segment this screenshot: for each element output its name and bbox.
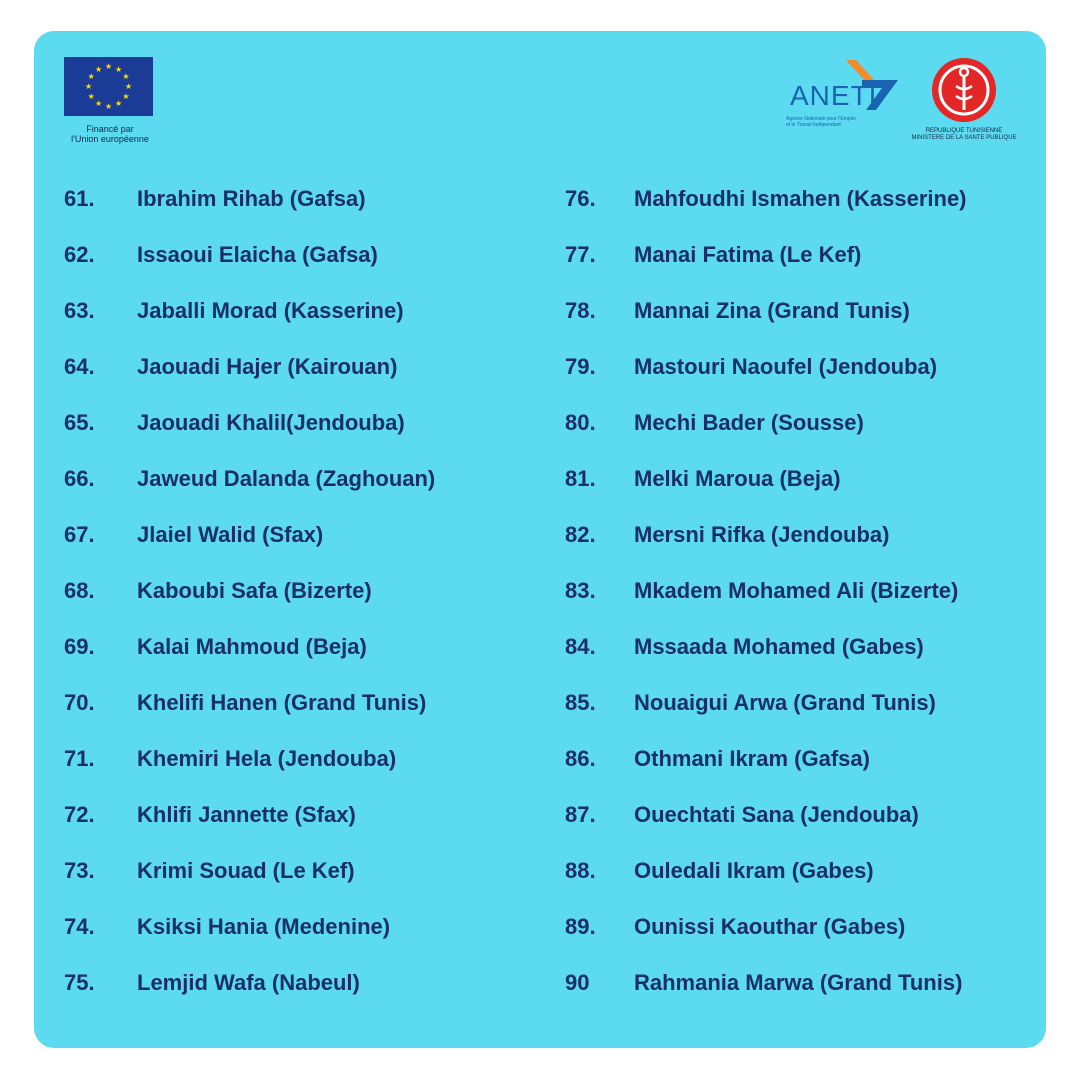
list-item-number: 67. — [64, 522, 95, 547]
eu-star-icon: ★ — [105, 62, 113, 71]
list-item-number: 64. — [64, 354, 95, 379]
list-item-name: Jaballi Morad (Kasserine) — [137, 298, 404, 323]
list-item-name: Kalai Mahmoud (Beja) — [137, 634, 367, 659]
list-item-name: Krimi Souad (Le Kef) — [137, 858, 355, 883]
list-item-name: Mahfoudhi Ismahen (Kasserine) — [634, 186, 967, 211]
list-item-name: Kaboubi Safa (Bizerte) — [137, 578, 372, 603]
list-item-number: 70. — [64, 690, 95, 715]
list-item-name: Ouechtati Sana (Jendouba) — [634, 802, 919, 827]
list-item-name: Mersni Rifka (Jendouba) — [634, 522, 890, 547]
list-item-name: Lemjid Wafa (Nabeul) — [137, 970, 360, 995]
list-item-number: 74. — [64, 914, 95, 939]
list-item-number: 84. — [565, 634, 596, 659]
eu-flag-logo — [64, 57, 153, 116]
eu-funding-caption — [58, 124, 162, 144]
eu-star-icon: ★ — [87, 92, 95, 101]
list-item-number: 71. — [64, 746, 95, 771]
list-item-number: 63. — [64, 298, 95, 323]
eu-caption-line1: Financé par — [86, 124, 134, 134]
list-item-number: 78. — [565, 298, 596, 323]
list-item-name: Jlaiel Walid (Sfax) — [137, 522, 324, 547]
list-item-name: Nouaigui Arwa (Grand Tunis) — [634, 690, 936, 715]
list-item-number: 81. — [565, 466, 596, 491]
list-item-name: Manai Fatima (Le Kef) — [634, 242, 862, 267]
eu-star-icon: ★ — [122, 92, 130, 101]
list-item-number: 79. — [565, 354, 596, 379]
eu-star-icon: ★ — [115, 64, 123, 74]
eu-star-icon: ★ — [87, 72, 95, 81]
eu-star-icon: ★ — [115, 99, 123, 109]
list-item-name: Mssaada Mohamed (Gabes) — [634, 634, 924, 659]
list-item-name: Mannai Zina (Grand Tunis) — [634, 298, 910, 323]
list-item-name: Ibrahim Rihab (Gafsa) — [137, 186, 366, 211]
list-item-number: 61. — [64, 186, 95, 211]
list-item-number: 90 — [565, 970, 590, 995]
list-item-number: 82. — [565, 522, 596, 547]
list-item-number: 75. — [64, 970, 95, 995]
list-item-name: Melki Maroua (Beja) — [634, 466, 841, 491]
list-item-number: 77. — [565, 242, 596, 267]
list-item-name: Khelifi Hanen (Grand Tunis) — [137, 690, 427, 715]
list-item-number: 69. — [64, 634, 95, 659]
list-item-number: 87. — [565, 802, 596, 827]
list-item-name: Mkadem Mohamed Ali (Bizerte) — [634, 578, 959, 603]
list-item-number: 65. — [64, 410, 95, 435]
list-item-name: Khlifi Jannette (Sfax) — [137, 802, 356, 827]
list-item-name: Othmani Ikram (Gafsa) — [634, 746, 870, 771]
list-item-name: Jaouadi Khalil(Jendouba) — [137, 410, 405, 435]
list-item-number: 73. — [64, 858, 95, 883]
eu-star-icon: ★ — [95, 99, 103, 109]
list-item-name: Ounissi Kaouthar (Gabes) — [634, 914, 906, 939]
ministry-caption — [910, 128, 1018, 142]
list-item-name: Issaoui Elaicha (Gafsa) — [137, 242, 378, 267]
list-item-number: 76. — [565, 186, 596, 211]
list-item-name: Rahmania Marwa (Grand Tunis) — [634, 970, 963, 995]
list-item-name: Ouledali Ikram (Gabes) — [634, 858, 874, 883]
list-item-number: 80. — [565, 410, 596, 435]
list-item-number: 66. — [64, 466, 95, 491]
eu-caption-line2: l'Union européenne — [71, 134, 149, 144]
list-item-name: Mechi Bader (Sousse) — [634, 410, 864, 435]
list-item-number: 83. — [565, 578, 596, 603]
eu-star-icon: ★ — [125, 82, 133, 91]
aneti-logo — [786, 58, 904, 138]
aneti-wordmark: ANETI — [790, 80, 878, 111]
eu-star-icon: ★ — [122, 72, 130, 81]
aneti-subtitle — [786, 116, 886, 128]
list-item-name: Mastouri Naoufel (Jendouba) — [634, 354, 938, 379]
eu-star-icon: ★ — [95, 64, 103, 74]
list-item-number: 89. — [565, 914, 596, 939]
caduceus-icon — [932, 58, 996, 122]
ministry-logo — [910, 58, 1018, 144]
list-item-number: 85. — [565, 690, 596, 715]
list-item-name: Khemiri Hela (Jendouba) — [137, 746, 397, 771]
list-item-number: 72. — [64, 802, 95, 827]
list-item-number: 88. — [565, 858, 596, 883]
list-item-name: Jaouadi Hajer (Kairouan) — [137, 354, 398, 379]
eu-star-icon: ★ — [105, 102, 113, 111]
eu-star-icon: ★ — [85, 82, 93, 91]
ministry-line2: MINISTERE DE LA SANTE PUBLIQUE — [911, 135, 1017, 141]
list-item-number: 86. — [565, 746, 596, 771]
list-item-number: 62. — [64, 242, 95, 267]
list-item-name: Jaweud Dalanda (Zaghouan) — [137, 466, 436, 491]
aneti-sub-line1: Agence Nationale pour l'Emploi — [786, 116, 856, 122]
ministry-seal — [932, 58, 996, 122]
list-item-name: Ksiksi Hania (Medenine) — [137, 914, 391, 939]
ministry-line1: REPUBLIQUE TUNISIENNE — [925, 128, 1003, 134]
aneti-sub-line2: et le Travail Indépendant — [786, 122, 841, 128]
list-item-number: 68. — [64, 578, 95, 603]
